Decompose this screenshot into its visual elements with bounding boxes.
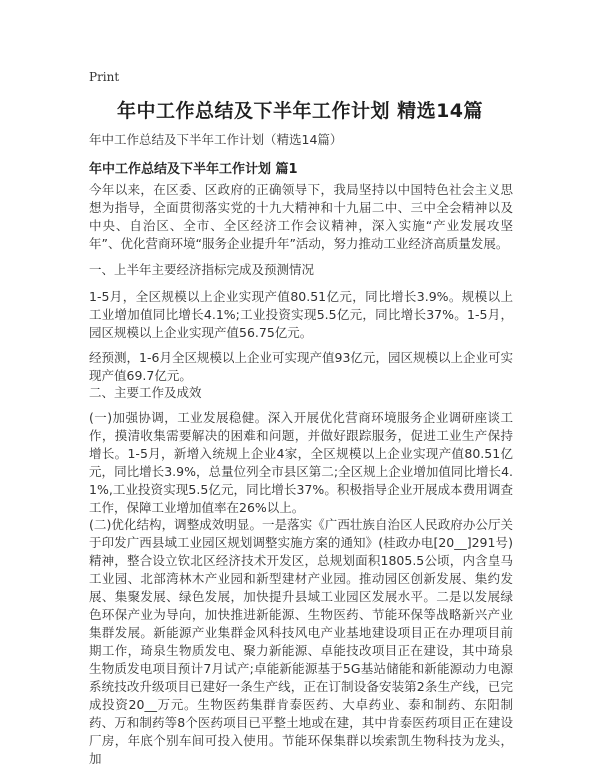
paragraph-work-coordination: (一)加强协调，工业发展稳健。深入开展优化营商环境服务企业调研座谈工作，摸清收集需要解决的困难和问题，并做好跟踪服务，促进工业生产保持增长。1-5月，新增入统规上企业4家，全区规模以上企业实现产值80.51亿元，同比增长3.9%，总量位列全市县区第二;全区规上企业增加值同比增长4.1%,工业投资实现5.5亿元，同比增长37%。积极指导企业开展成本费用调查工作，保障工业增加值率在26%以上。: [89, 410, 513, 515]
paragraph-work-structure: (二)优化结构，调整成效明显。一是落实《广西壮族自治区人民政府办公厅关于印发广西县域工业园区规划调整实施方案的通知》(桂政办电[20__]291号)精神，整合设立钦北区经济技术开发区，总规划面积1805.5公顷，内含皇马工业园、北部湾林木产业园和新型建材产业园。推动园区创新发展、集约发展、集聚发展、绿色发展，加快提升县域工业园区发展水平。二是以发展绿色环保产业为导向，加快推进新能源、生物医药、节能环保等战略新兴产业集群发展。新能源产业集群金风科技风电产业基地建设项目正在办理项目前期工作，琦泉生物质发电、聚力新能源、卓能技改项目正在建设，其中琦泉生物质发电项目预计7月试产;卓能新能源基于5G基站储能和新能源动力电源系统技改升级项目已建好一条生产线，正在订制设备安装第2条生产线，已完成投资20__万元。生物医药集群肯泰医药、大卓药业、泰和制药、东阳制药、万和制药等8个医药项目已平整土地或在建，其中肯泰医药项目正在建设厂房，年底个别车间可投入使用。节能环保集群以埃索凯生物科技为龙头，加: [89, 517, 513, 766]
heading-main-work: 二、主要工作及成效: [89, 385, 202, 400]
document-subtitle: 年中工作总结及下半年工作计划（精选14篇）: [89, 132, 343, 147]
paragraph-forecast: 经预测，1-6月全区规模以上企业可实现产值93亿元，园区规模以上企业可实现产值69.7亿元。: [89, 350, 513, 383]
heading-indicators: 一、上半年主要经济指标完成及预测情况: [89, 262, 315, 277]
document-title: 年中工作总结及下半年工作计划 精选14篇: [116, 100, 484, 122]
print-label: Print: [89, 70, 120, 84]
section-title: 年中工作总结及下半年工作计划 篇1: [89, 162, 298, 177]
paragraph-stats: 1-5月，全区规模以上企业实现产值80.51亿元，同比增长3.9%。规模以上工业增加值同比增长4.1%;工业投资实现5.5亿元，同比增长37%。1-5月，园区规模以上企业实现产值56.75亿元。: [89, 289, 513, 340]
paragraph-intro: 今年以来，在区委、区政府的正确领导下，我局坚持以中国特色社会主义思想为指导，全面贯彻落实党的十九大精神和十九届二中、三中全会精神以及中央、自治区、全市、全区经济工作会议精神，深入实施“产业发展攻坚年”、优化营商环境“服务企业提升年”活动，努力推动工业经济高质量发展。: [89, 182, 513, 251]
